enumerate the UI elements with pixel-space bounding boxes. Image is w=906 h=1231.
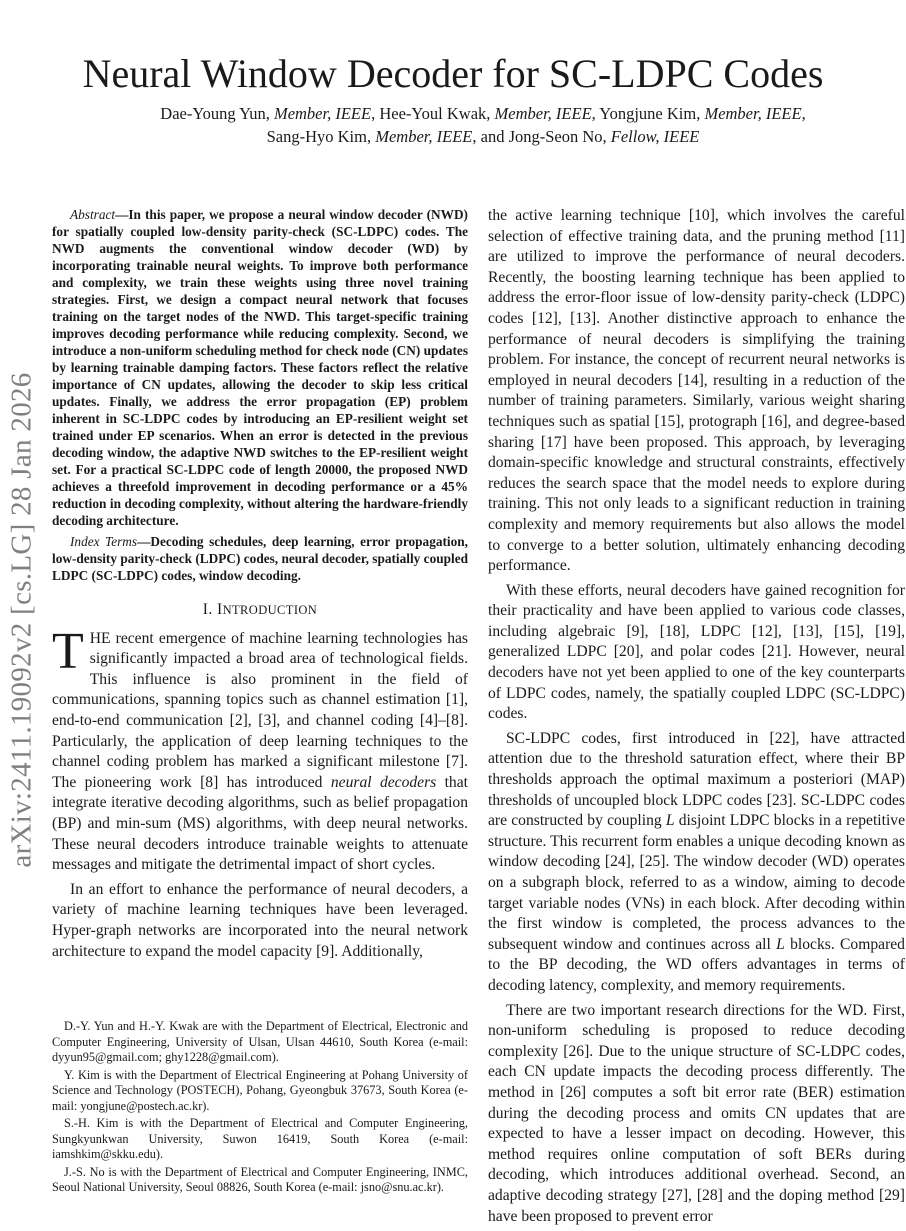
paragraph-text: that integrate iterative decoding algorithms, such as belief propagation (BP) and min-sum (MS) algorithms, with deep neural networks. These neural decoders introduce trainable weights to attenuate messages and mitigate the detrimental impact of short cycles. — [52, 773, 468, 874]
abstract — [52, 206, 468, 529]
paragraph-text: disjoint LDPC blocks in a repetitive structure. This recurrent form enables a unique decoding known as window decoding [24], [25]. The window decoder (WD) operates on a subgraph block, referred to as a window, aiming to decode target variable nodes (VNs) in each block. After decoding within the first window is completed, the process advances to the subsequent window and continues across all — [488, 812, 906, 953]
section-title-rest: NTRODUCTION — [222, 603, 318, 617]
author-role: Fellow, IEEE — [610, 127, 700, 146]
math-symbol: L — [665, 812, 675, 830]
intro-paragraph-2: In an effort to enhance the performance of neural decoders, a variety of machine learning techniques have been leveraged. Hyper-graph networks are incorporated into the neural network architecture to expand the model capacity [9]. Additionally, — [52, 880, 468, 960]
arxiv-id: arXiv:2411.19092v2 [cs.LG] 28 Jan 2026 — [5, 372, 38, 868]
author-role: Member, IEEE — [704, 104, 802, 123]
paragraph-text: recent emergence of machine learning technologies has significantly impacted a broad area of technological fields. This influence is also prominent in the field of communications, spanning topics such as channel estimation [1], end-to-end communication [2], [3], and channel coding [4]–[8]. Particularly, the application of deep learning techniques to the channel coding problem has marked a significant milestone [7]. The pioneering work [8] has introduced — [52, 629, 468, 791]
drop-cap-word: HE — [89, 629, 111, 647]
paragraph-text: SC-LDPC codes, first introduced in [22], have attracted attention due to the threshold saturation effect, where their BP thresholds approach the optimal maximum a posteriori (MAP) thresholds of uncoupled block LDPC codes [23]. SC-LDPC codes are constructed by coupling — [488, 729, 905, 830]
author-separator: , — [801, 104, 806, 123]
author-name: , Hee-Youl Kwak, — [371, 104, 495, 123]
drop-cap: T — [52, 622, 84, 680]
math-symbol: L — [776, 935, 785, 953]
author-role: Member, IEEE — [494, 104, 592, 123]
author-name: , and Jong-Seon No, — [472, 127, 611, 146]
author-list — [60, 102, 906, 148]
emphasis-term: neural decoders — [330, 773, 437, 791]
paper-title: Neural Window Decoder for SC-LDPC Codes — [82, 51, 824, 96]
arxiv-sidebar-stamp — [2, 320, 42, 920]
index-terms-label: Index Terms — [70, 534, 138, 549]
section-number: I. — [202, 601, 213, 618]
section-heading — [52, 600, 468, 621]
footnote: D.-Y. Yun and H.-Y. Kwak are with the Department of Electrical, Electronic and Computer Engineering, University of Ulsan, Ulsan 44610, South Korea (e-mail: dyyun95@gmail.com; ghy1228@gmail.com). — [52, 1019, 468, 1064]
intro-paragraph-1 — [52, 622, 468, 876]
right-paragraph-3 — [488, 729, 905, 997]
footnote: Y. Kim is with the Department of Electrical Engineering at Pohang University of Science and Technology (POSTECH), Pohang, Gyeongbuk 37673, South Korea (e-mail: yongjune@postech.ac.kr). — [52, 1067, 468, 1113]
author-role: Member, IEEE — [375, 127, 473, 146]
footnotes — [52, 1018, 468, 1198]
left-column — [52, 206, 468, 966]
paragraph-text: blocks. Compared to the BP decoding, the WD offers advantages in terms of decoding latency, complexity, and memory requirements. — [488, 935, 905, 994]
abstract-body: —In this paper, we propose a neural window decoder (NWD) for spatially coupled low-density parity-check (SC-LDPC) codes. The NWD augments the conventional window decoder (WD) by incorporating trainable neural weights. To improve both performance and complexity, we train these weights using three novel training strategies. First, we design a compact neural network that focuses training on the target nodes of the NWD. This target-specific training improves decoding performance while reducing complexity. Second, we introduce a non-uniform scheduling method for check node (CN) updates by learning trainable damping factors. These factors reflect the relative importance of CN updates, allowing the decoder to skip less critical updates. Finally, we address the error propagation (EP) problem inherent in SC-LDPC codes by introducing an EP-resilient weight set trained under EP scenarios. When an error is detected in the previous decoding window, the adaptive NWD switches to the EP-resilient weight set. For a practical SC-LDPC code of length 20000, the proposed NWD achieves a threefold improvement in decoding performance or a 45% reduction in decoding complexity, without altering the hardware-friendly decoding architecture. — [52, 207, 468, 528]
footnote: J.-S. No is with the Department of Electrical and Computer Engineering, INMC, Seoul National University, Seoul 08826, South Korea (e-mail: jsno@snu.ac.kr). — [52, 1164, 468, 1194]
author-name: Dae-Young Yun, — [160, 104, 274, 123]
right-column — [488, 206, 905, 1231]
author-line-2 — [60, 125, 906, 148]
index-terms-body: —Decoding schedules, deep learning, error propagation, low-density parity-check (LDPC) codes, neural decoder, spatially coupled LDPC (SC-LDPC) codes, window decoding. — [52, 534, 468, 583]
right-paragraph-1: the active learning technique [10], which involves the careful selection of effective training data, and the pruning method [11] are utilized to improve the performance of neural decoders. Recently, the boosting learning technique has been applied to address the error-floor issue of low-density parity-check (LDPC) codes [12], [13]. Another distinctive approach to enhance the performance of neural decoders is simplifying the training problem. For instance, the concept of recurrent neural networks is employed in neural decoders [14], resulting in a reduction of the number of training parameters. Similarly, various weight sharing techniques such as spatial [15], protograph [16], and degree-based sharing [17] have been proposed. This approach, by leveraging domain-specific knowledge and structural constraints, effectively reduces the search space that the model needs to explore during training. This not only leads to a significant reduction in training complexity and memory requirements but also allows the model to converge to a better solution, ultimately enhancing decoding performance. — [488, 207, 905, 575]
author-name: , Yongjune Kim, — [591, 104, 705, 123]
footnote: S.-H. Kim is with the Department of Electrical and Computer Engineering, Sungkyunkwan University, Suwon 16419, South Korea (e-mail: iamshkim@skku.edu). — [52, 1116, 468, 1161]
right-paragraph-2: With these efforts, neural decoders have gained recognition for their practicality and have been applied to various code classes, including algebraic [9], [18], LDPC [12], [13], [15], [19], generalized LDPC [20], and polar codes [21]. However, neural decoders have not yet been applied to one of the key counterparts of LDPC codes, namely, the spatially coupled LDPC (SC-LDPC) codes. — [488, 581, 905, 723]
author-line-1 — [60, 102, 906, 125]
abstract-label: Abstract — [70, 207, 116, 222]
section-title-initial: I — [216, 601, 223, 618]
right-paragraph-4: There are two important research directions for the WD. First, non-uniform scheduling is proposed to reduce decoding complexity [26]. Due to the unique structure of SC-LDPC codes, each CN update impacts the decoding process differently. The method in [26] computes a soft bit error rate (BER) estimation during the decoding process and omits CN updates that are expected to have a lesser impact on decoding. However, this method requires online computation of soft BERs during decoding, which introduces additional overhead. Second, an adaptive decoding strategy [27], [28] and the doping method [29] have been proposed to prevent error — [488, 1001, 905, 1225]
author-role: Member, IEEE — [273, 104, 372, 123]
index-terms — [52, 533, 468, 584]
author-name: Sang-Hyo Kim, — [266, 127, 376, 146]
